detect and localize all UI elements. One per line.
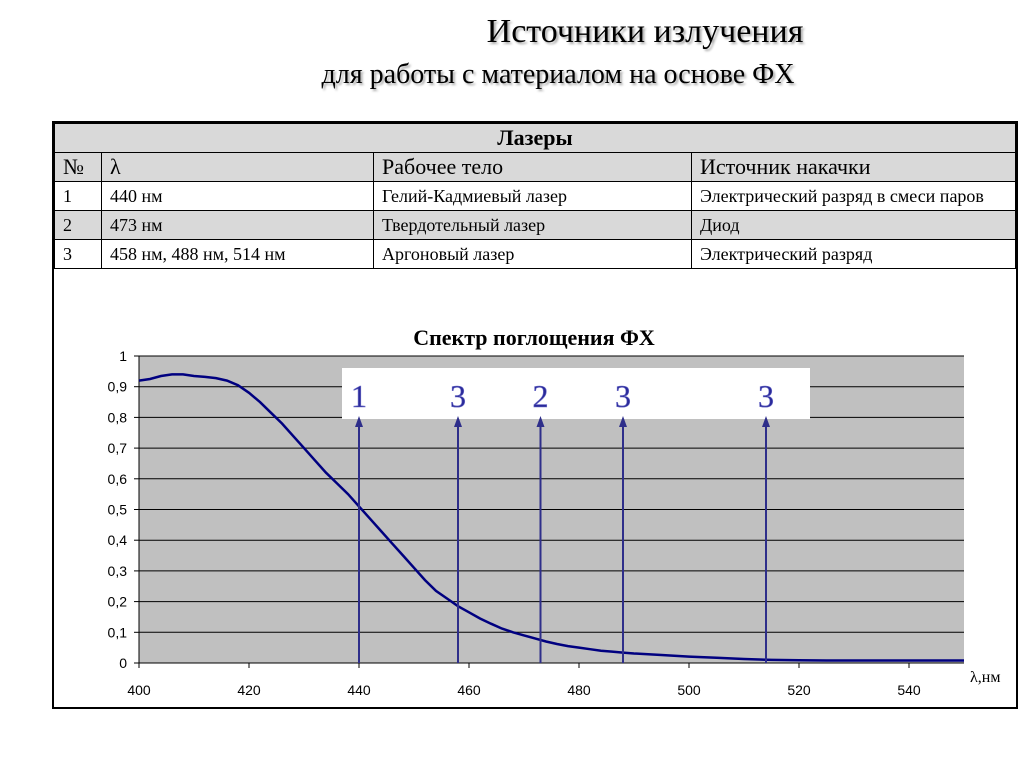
x-tick-label: 540	[897, 682, 921, 698]
x-tick-label: 420	[237, 682, 261, 698]
cell-wavelength: 440 нм	[102, 182, 374, 211]
marker-label: 3	[450, 378, 466, 414]
y-tick-label: 0,6	[107, 470, 127, 487]
y-tick-label: 0,9	[107, 378, 127, 395]
column-header-number: №	[55, 153, 102, 182]
cell-pump: Электрический разряд в смеси паров	[692, 182, 1016, 211]
cell-medium: Гелий-Кадмиевый лазер	[374, 182, 692, 211]
y-tick-label: 0,4	[107, 532, 127, 549]
cell-number: 1	[55, 182, 102, 211]
marker-label: 3	[615, 378, 631, 414]
x-tick-label: 460	[457, 682, 481, 698]
cell-number: 2	[55, 211, 102, 240]
column-header-medium: Рабочее тело	[374, 153, 692, 182]
chart-title: Спектр поглощения ФХ	[413, 325, 655, 350]
cell-number: 3	[55, 240, 102, 269]
x-tick-label: 440	[347, 682, 371, 698]
cell-medium: Аргоновый лазер	[374, 240, 692, 269]
page-title: Источники излучения	[486, 13, 804, 50]
column-header-pump: Источник накачки	[692, 153, 1016, 182]
y-tick-label: 0,7	[107, 440, 127, 457]
y-tick-label: 0,3	[107, 562, 127, 579]
x-tick-label: 500	[677, 682, 701, 698]
marker-label-panel	[342, 368, 810, 419]
cell-pump: Диод	[692, 211, 1016, 240]
x-tick-label: 400	[127, 682, 151, 698]
cell-wavelength: 458 нм, 488 нм, 514 нм	[102, 240, 374, 269]
marker-label: 2	[532, 378, 549, 414]
page-subtitle: для работы с материалом на основе ФХ	[321, 59, 795, 90]
marker-label: 1	[351, 378, 367, 414]
y-tick-label: 1	[119, 348, 127, 364]
y-tick-label: 0,2	[107, 593, 127, 610]
y-tick-label: 0	[119, 655, 127, 671]
y-tick-label: 0,1	[107, 624, 127, 641]
marker-label: 3	[758, 378, 774, 414]
cell-wavelength: 473 нм	[102, 211, 374, 240]
x-axis-label: λ,нм	[970, 669, 1001, 686]
cell-pump: Электрический разряд	[692, 240, 1016, 269]
y-tick-label: 0,5	[107, 501, 127, 518]
x-tick-label: 520	[787, 682, 811, 698]
cell-medium: Твердотельный лазер	[374, 211, 692, 240]
y-tick-label: 0,8	[107, 409, 127, 426]
x-tick-label: 480	[567, 682, 591, 698]
table-caption: Лазеры	[55, 124, 1016, 153]
column-header-wavelength: λ	[102, 153, 374, 182]
